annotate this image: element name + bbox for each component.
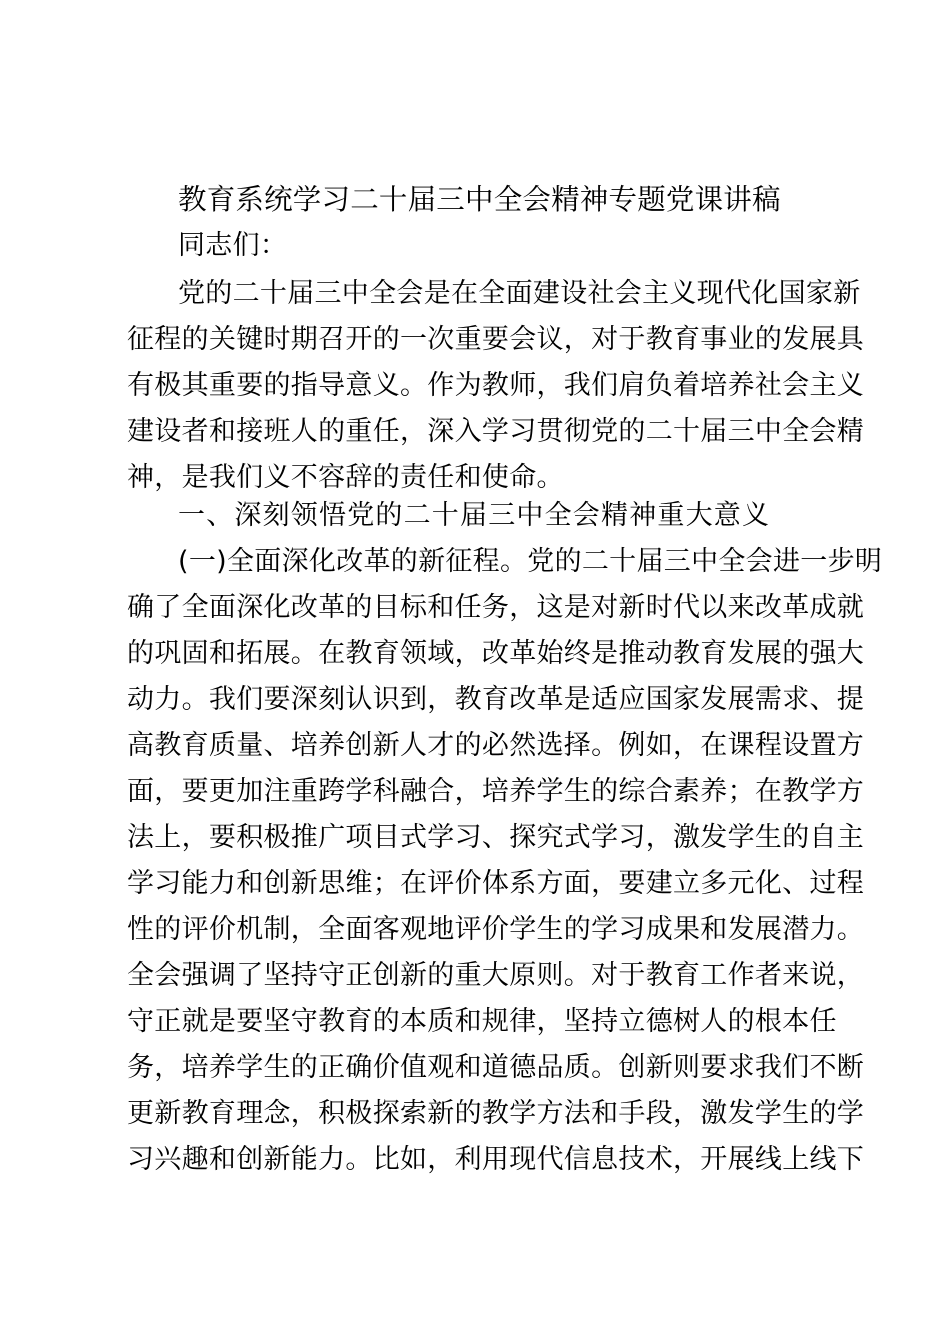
paragraph-line: 性的评价机制，全面客观地评价学生的学习成果和发展潜力。 — [127, 914, 865, 945]
greeting: 同志们： — [178, 230, 288, 261]
paragraph-line: (一)全面深化改革的新征程。党的二十届三中全会进一步明 — [178, 546, 883, 577]
paragraph-line: 党的二十届三中全会是在全面建设社会主义现代化国家新 — [178, 278, 861, 309]
paragraph-line: 面，要更加注重跨学科融合，培养学生的综合素养；在教学方 — [127, 776, 865, 807]
paragraph-line: 守正就是要坚守教育的本质和规律，坚持立德树人的根本任 — [127, 1006, 837, 1037]
paragraph-line: 法上，要积极推广项目式学习、探究式学习，激发学生的自主 — [127, 822, 865, 853]
paragraph-line: 务，培养学生的正确价值观和道德品质。创新则要求我们不断 — [127, 1052, 865, 1083]
paragraph-line: 习兴趣和创新能力。比如，利用现代信息技术，开展线上线下 — [127, 1144, 865, 1175]
paragraph-line: 确了全面深化改革的目标和任务，这是对新时代以来改革成就 — [127, 592, 865, 623]
paragraph-line: 神，是我们义不容辞的责任和使命。 — [127, 462, 564, 493]
document-title: 教育系统学习二十届三中全会精神专题党课讲稿 — [178, 183, 781, 216]
paragraph-line: 全会强调了坚持守正创新的重大原则。对于教育工作者来说， — [127, 960, 865, 991]
paragraph-line: 学习能力和创新思维；在评价体系方面，要建立多元化、过程 — [127, 868, 865, 899]
paragraph-line: 的巩固和拓展。在教育领域，改革始终是推动教育发展的强大 — [127, 638, 865, 669]
paragraph-line: 有极其重要的指导意义。作为教师，我们肩负着培养社会主义 — [127, 370, 865, 401]
paragraph-line: 建设者和接班人的重任，深入学习贯彻党的二十届三中全会精 — [127, 416, 865, 447]
paragraph-line: 高教育质量、培养创新人才的必然选择。例如，在课程设置方 — [127, 730, 865, 761]
paragraph-line: 征程的关键时期召开的一次重要会议，对于教育事业的发展具 — [127, 324, 865, 355]
section-heading: 一、深刻领悟党的二十届三中全会精神重大意义 — [178, 500, 771, 531]
paragraph-line: 更新教育理念，积极探索新的教学方法和手段，激发学生的学 — [127, 1098, 865, 1129]
paragraph-line: 动力。我们要深刻认识到，教育改革是适应国家发展需求、提 — [127, 684, 865, 715]
